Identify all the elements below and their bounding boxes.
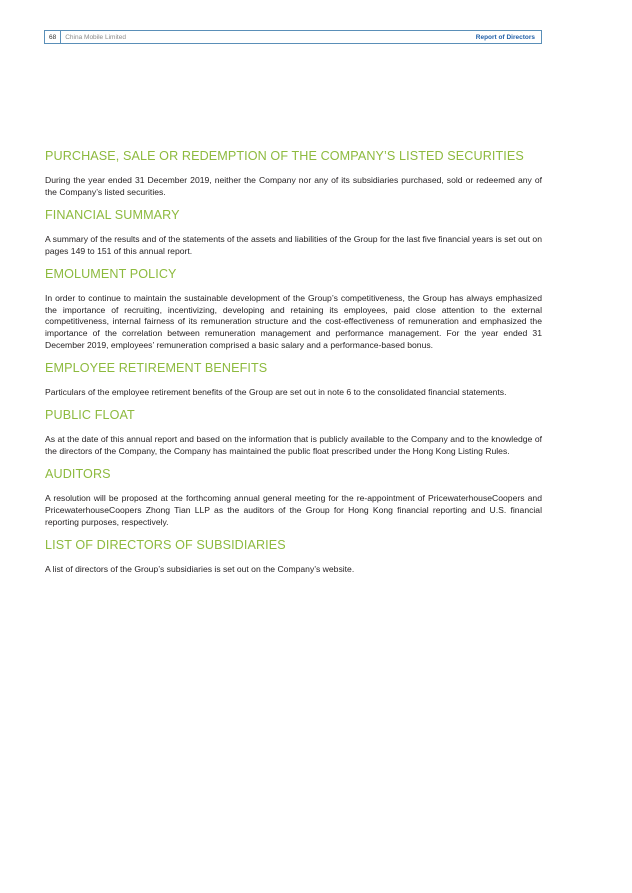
page-number: 68 (45, 31, 61, 43)
page-header (44, 30, 542, 44)
section-financial-summary (45, 207, 542, 258)
section-heading: EMOLUMENT POLICY (45, 266, 177, 281)
section-heading: PUBLIC FLOAT (45, 408, 135, 423)
section-body: Particulars of the employee retirement benefits of the Group are set out in note 6 to the consolidated financial statements. (45, 387, 507, 398)
section-body: A summary of the results and of the statements of the assets and liabilities of the Group for the last five financial years is set out on pages 149 to 151 of this annual report. (45, 233, 542, 256)
section-body: In order to continue to maintain the sustainable development of the Group’s competitiveness, the Group has always emphasized the importance of recruiting, incentivizing, developing and retaining its employees, paid close attention to the external competitiveness, internal fairness of its remuneration structure and the cost-effectiveness of remuneration and emphasized the importance of the correlation between remuneration management and performance management. For the year ended 31 December 2019, employees’ remuneration comprised a basic salary and a performance-based bonus. (45, 292, 542, 351)
section-securities (45, 148, 542, 199)
section-emolument-policy (45, 266, 542, 353)
section-heading: EMPLOYEE RETIREMENT BENEFITS (45, 361, 268, 376)
section-heading: LIST OF DIRECTORS OF SUBSIDIARIES (45, 537, 286, 552)
company-name: China Mobile Limited (65, 33, 126, 41)
section-heading: PURCHASE, SALE OR REDEMPTION OF THE COMPANY’S LISTED SECURITIES (45, 149, 524, 163)
section-heading: FINANCIAL SUMMARY (45, 207, 180, 222)
section-body: As at the date of this annual report and based on the information that is publicly available to the Company and to the knowledge of the directors of the Company, the Company has maintained the public float prescribed under the Hong Kong Listing Rules. (45, 434, 542, 456)
report-section-title: Report of Directors (475, 33, 535, 41)
section-public-float (45, 407, 542, 458)
section-subsidiary-directors (45, 537, 542, 576)
section-retirement-benefits (45, 360, 542, 399)
section-body: During the year ended 31 December 2019, neither the Company nor any of its subsidiaries purchased, sold or redeemed any of the Company’s listed securities. (45, 175, 542, 197)
report-content (45, 148, 542, 584)
section-heading: AUDITORS (45, 466, 111, 481)
section-auditors (45, 466, 542, 529)
section-body: A resolution will be proposed at the forthcoming annual general meeting for the re-appointment of PricewaterhouseCoopers and PricewaterhouseCoopers Zhong Tian LLP as the auditors of the Group for Hong Kong financial reporting and U.S. financial reporting purposes, respectively. (45, 492, 542, 527)
section-body: A list of directors of the Group’s subsidiaries is set out on the Company’s website. (45, 563, 355, 574)
